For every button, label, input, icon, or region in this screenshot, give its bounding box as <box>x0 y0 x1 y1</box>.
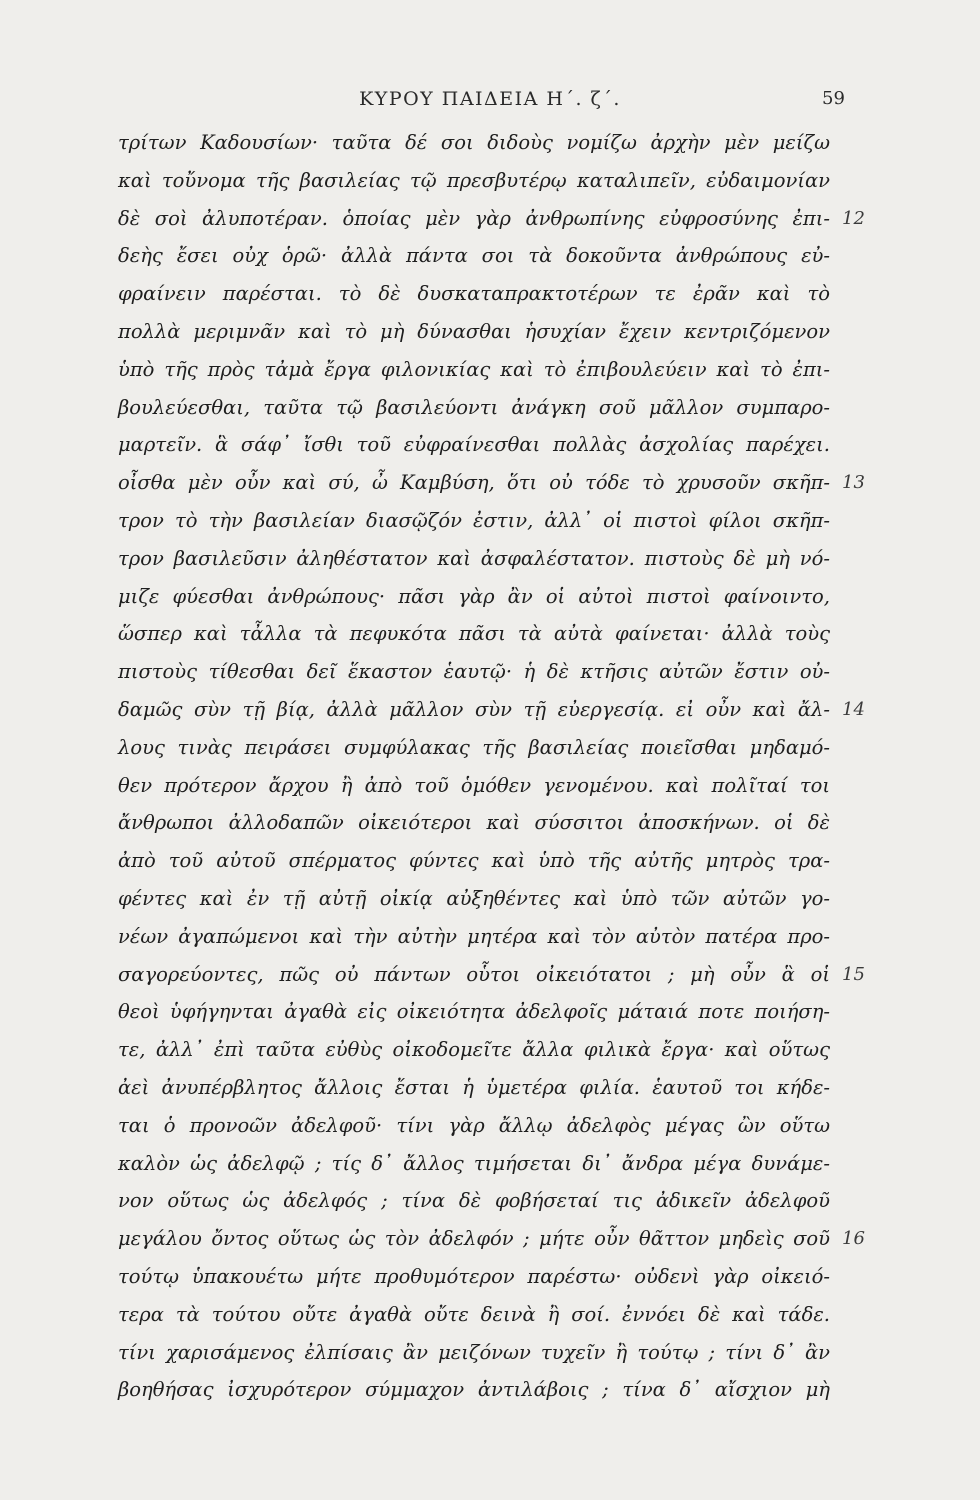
text-line: φέντες καὶ ἐν τῇ αὐτῇ οἰκίᾳ αὐξηθέντες καὶ ὑπὸ τῶν αὐτῶν γο- <box>118 886 830 910</box>
page-number: 59 <box>822 88 845 109</box>
text-line: πολλὰ μεριμνᾶν καὶ τὸ μὴ δύνασθαι ἡσυχίαν ἔχειν κεντριζόμενον <box>118 319 830 343</box>
text-line: ται ὁ προνοῶν ἀδελφοῦ· τίνι γὰρ ἄλλῳ ἀδελφὸς μέγας ὢν οὕτω <box>118 1113 830 1137</box>
text-line: τε, ἀλλ᾽ ἐπὶ ταῦτα εὐθὺς οἰκοδομεῖτε ἄλλα φιλικὰ ἔργα· καὶ οὕτως <box>118 1038 830 1062</box>
greek-text-body <box>118 124 830 1409</box>
text-line: δὲ σοὶ ἀλυποτέραν. ὁποίας μὲν γὰρ ἀνθρωπίνης εὐφροσύνης ἐπι- <box>118 206 830 230</box>
text-line: τούτῳ ὑπακουέτω μήτε προθυμότερον παρέστω· οὐδενὶ γὰρ οἰκειό- <box>118 1264 830 1288</box>
text-line: ἀεὶ ἀνυπέρβλητος ἄλλοις ἔσται ἡ ὑμετέρα φιλία. ἑαυτοῦ τοι κήδε- <box>118 1075 830 1099</box>
text-line: μαρτεῖν. ἃ σάφ᾽ ἴσθι τοῦ εὐφραίνεσθαι πολλὰς ἀσχολίας παρέχει. <box>118 433 830 457</box>
text-line: ὥσπερ καὶ τἆλλα τὰ πεφυκότα πᾶσι τὰ αὐτὰ φαίνεται· ἀλλὰ τοὺς <box>118 622 830 646</box>
text-line: δεὴς ἔσει οὐχ ὁρῶ· ἀλλὰ πάντα σοι τὰ δοκοῦντα ἀνθρώπους εὐ- <box>118 244 830 268</box>
text-line: φραίνειν παρέσται. τὸ δὲ δυσκαταπρακτοτέρων τε ἐρᾶν καὶ τὸ <box>118 282 830 306</box>
text-line: καὶ τοὔνομα τῆς βασιλείας τῷ πρεσβυτέρῳ καταλιπεῖν, εὐδαιμονίαν <box>118 168 830 192</box>
text-line: ὑπὸ τῆς πρὸς τἀμὰ ἔργα φιλονικίας καὶ τὸ ἐπιβουλεύειν καὶ τὸ ἐπι- <box>118 357 830 381</box>
text-line: νον οὕτως ὡς ἀδελφός ; τίνα δὲ φοβήσεταί τις ἀδικεῖν ἀδελφοῦ <box>118 1189 830 1213</box>
text-line: μεγάλου ὄντος οὕτως ὡς τὸν ἀδελφόν ; μήτε οὖν θᾶττον μηδεὶς σοῦ <box>118 1227 830 1251</box>
text-line: τρίτων Καδουσίων· ταῦτα δέ σοι διδοὺς νομίζω ἀρχὴν μὲν μείζω <box>118 131 830 154</box>
text-line: τίνι χαρισάμενος ἐλπίσαις ἂν μειζόνων τυχεῖν ἢ τούτῳ ; τίνι δ᾽ ἂν <box>118 1340 830 1364</box>
text-line: δαμῶς σὺν τῇ βίᾳ, ἀλλὰ μᾶλλον σὺν τῇ εὐεργεσίᾳ. εἰ οὖν καὶ ἄλ- <box>118 697 830 721</box>
text-line: καλὸν ὡς ἀδελφῷ ; τίς δ᾽ ἄλλος τιμήσεται δι᾽ ἄνδρα μέγα δυνάμε- <box>118 1151 830 1175</box>
text-line: βουλεύεσθαι, ταῦτα τῷ βασιλεύοντι ἀνάγκη σοῦ μᾶλλον συμπαρο- <box>118 395 830 419</box>
text-line: τρον βασιλεῦσιν ἀληθέστατον καὶ ἀσφαλέστατον. πιστοὺς δὲ μὴ νό- <box>118 546 830 570</box>
text-line: τρον τὸ τὴν βασιλείαν διασῷζόν ἐστιν, ἀλλ᾽ οἱ πιστοὶ φίλοι σκῆπ- <box>118 508 830 532</box>
text-line: ἄνθρωποι ἀλλοδαπῶν οἰκειότεροι καὶ σύσσιτοι ἀποσκήνων. οἱ δὲ <box>118 811 830 835</box>
section-number: 16 <box>842 1228 865 1250</box>
text-line: οἶσθα μὲν οὖν καὶ σύ, ὦ Καμβύση, ὅτι οὐ τόδε τὸ χρυσοῦν σκῆπ- <box>118 471 830 495</box>
text-line: σαγορεύοντες, πῶς οὐ πάντων οὗτοι οἰκειότατοι ; μὴ οὖν ἃ οἱ <box>118 962 830 986</box>
section-number: 12 <box>842 207 865 229</box>
text-line: νέων ἀγαπώμενοι καὶ τὴν αὐτὴν μητέρα καὶ τὸν αὐτὸν πατέρα προ- <box>118 924 830 948</box>
text-line: λους τινὰς πειράσει συμφύλακας τῆς βασιλείας ποιεῖσθαι μηδαμό- <box>118 735 830 759</box>
section-number: 13 <box>842 472 865 494</box>
running-title: ΚΥΡΟΥ ΠΑΙΔΕΙΑ Η΄. ζ΄. <box>359 88 621 110</box>
text-line: θεοὶ ὑφήγηνται ἀγαθὰ εἰς οἰκειότητα ἀδελφοῖς μάταιά ποτε ποιήση- <box>118 1000 830 1024</box>
text-line: βοηθήσας ἰσχυρότερον σύμμαχον ἀντιλάβοις ; τίνα δ᾽ αἴσχιον μὴ <box>118 1378 830 1402</box>
text-line: ἀπὸ τοῦ αὐτοῦ σπέρματος φύντες καὶ ὑπὸ τῆς αὐτῆς μητρὸς τρα- <box>118 849 830 873</box>
text-line: πιστοὺς τίθεσθαι δεῖ ἕκαστον ἑαυτῷ· ἡ δὲ κτῆσις αὐτῶν ἔστιν οὐ- <box>118 660 830 684</box>
text-line: θεν πρότερον ἄρχου ἢ ἀπὸ τοῦ ὁμόθεν γενομένου. καὶ πολῖταί τοι <box>118 773 830 797</box>
text-line: μιζε φύεσθαι ἀνθρώπους· πᾶσι γὰρ ἂν οἱ αὐτοὶ πιστοὶ φαίνοιντο, <box>118 584 830 608</box>
section-number: 15 <box>842 963 865 985</box>
section-number: 14 <box>842 699 865 720</box>
text-line: τερα τὰ τούτου οὔτε ἀγαθὰ οὔτε δεινὰ ἢ σοί. ἐννόει δὲ καὶ τάδε. <box>118 1302 830 1326</box>
